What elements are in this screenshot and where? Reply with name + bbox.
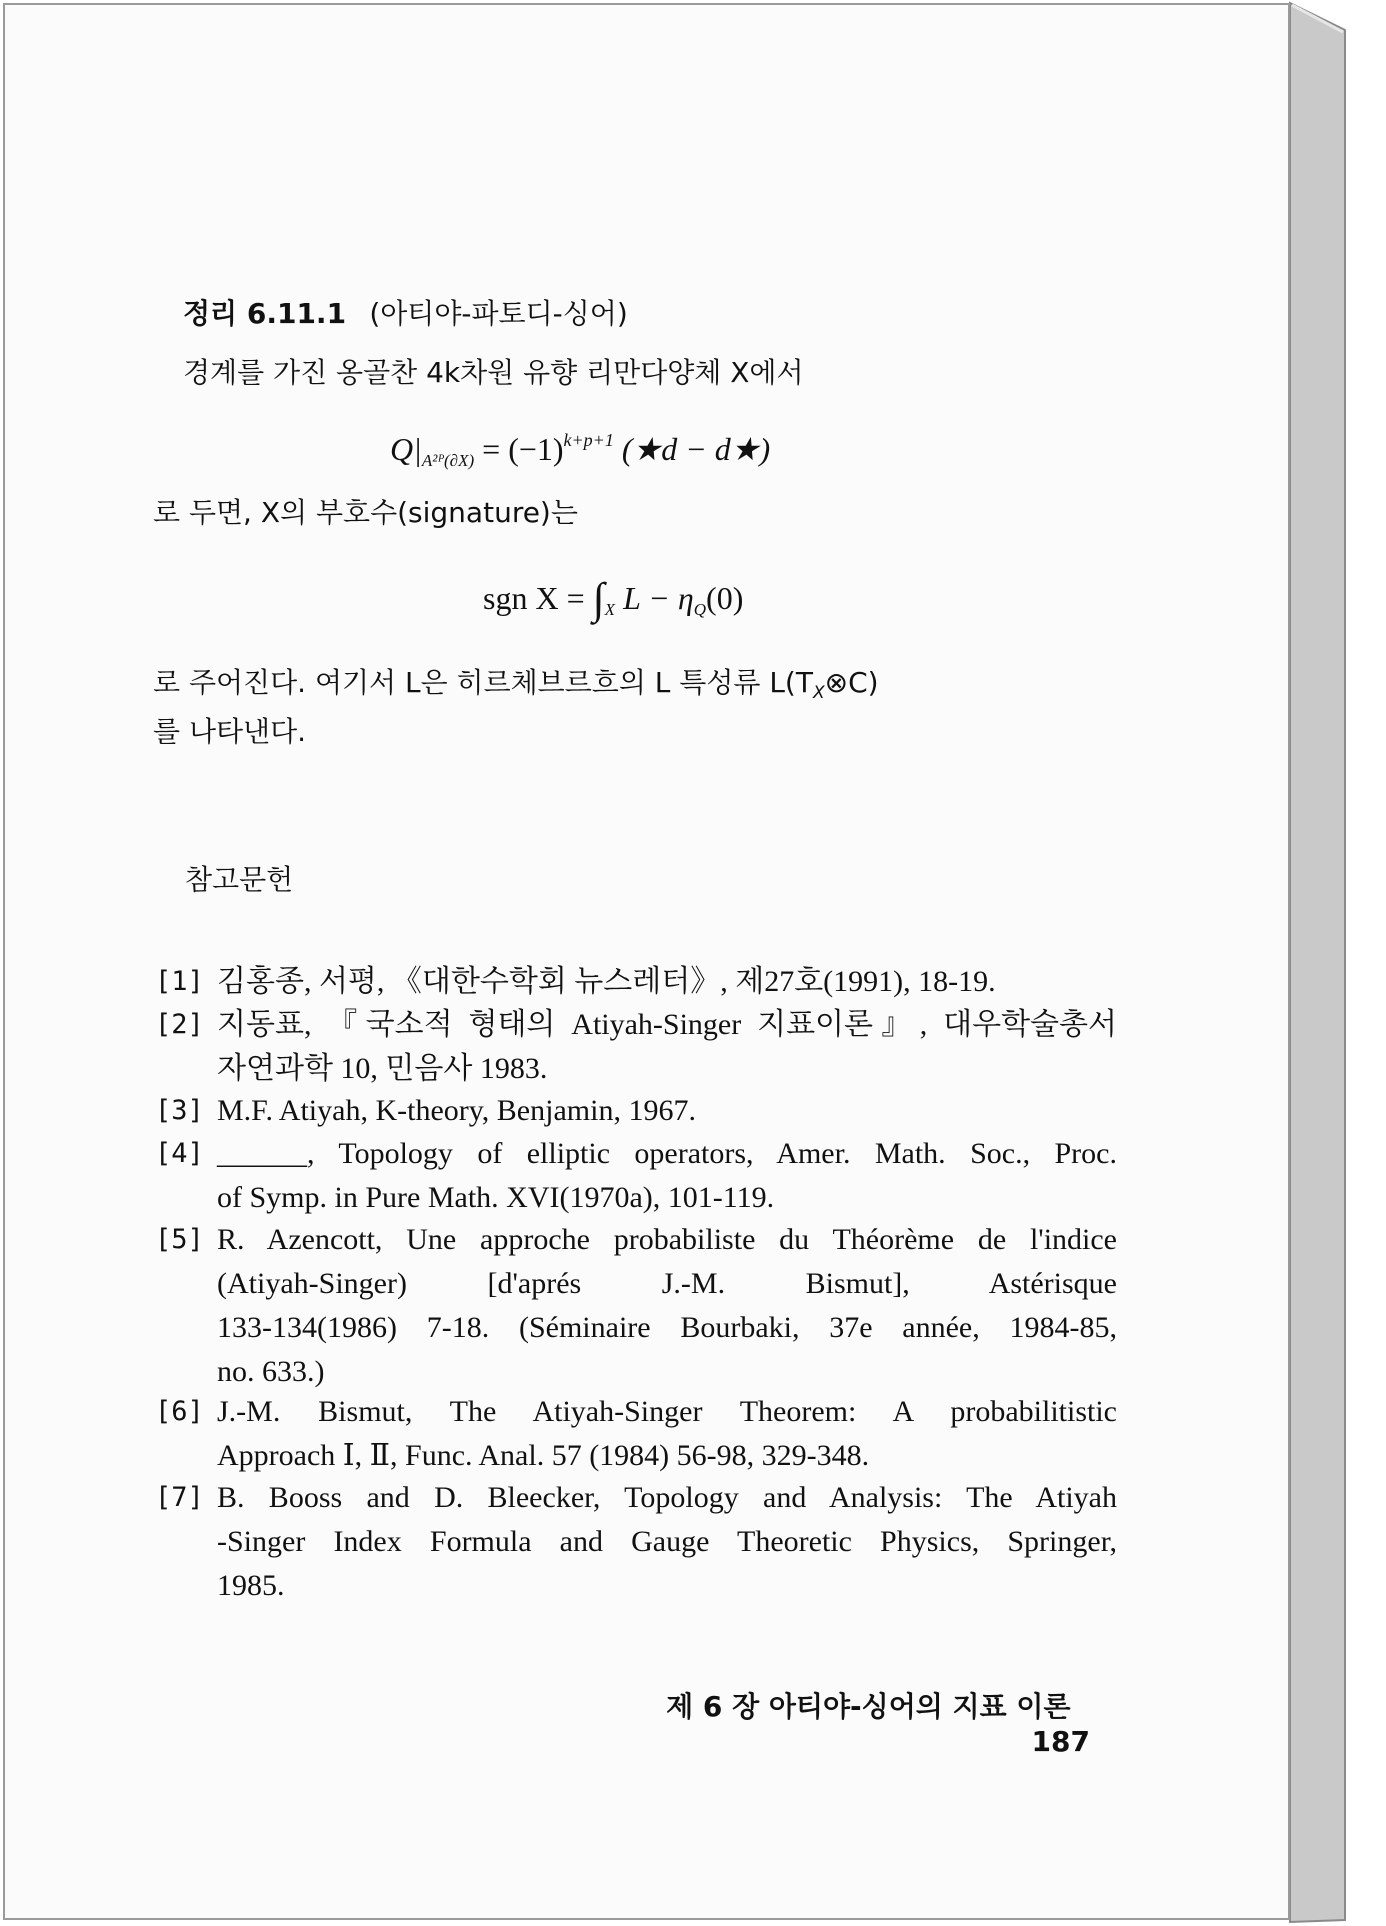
reference-line: of Symp. in Pure Math. XVI(1970a), 101-119. (217, 1181, 775, 1214)
reference-body (217, 960, 1117, 1004)
reference-number: [4] (155, 1138, 204, 1169)
theorem-statement-line1: 경계를 가진 옹골찬 4k차원 유향 리만다양체 X에서 (183, 356, 804, 389)
reference-line: 김홍종, 서평, 《대한수학회 뉴스레터》, 제27호(1991), 18-19. (217, 965, 996, 998)
page-number: 187 (1031, 1725, 1090, 1758)
page-footer (605, 1685, 1090, 1758)
reference-number: [7] (155, 1482, 204, 1513)
theorem-label: 정리 6.11.1 (183, 297, 347, 330)
reference-body (217, 1132, 1117, 1220)
reference-body (217, 1476, 1117, 1608)
reference-line: M.F. Atiyah, K-theory, Benjamin, 1967. (217, 1094, 696, 1127)
reference-line: J.-M. Bismut, The Atiyah-Singer Theorem: A probabilitistic (217, 1395, 1117, 1428)
reference-line: ______, Topology of elliptic operators, Amer. Math. Soc., Proc. (217, 1137, 1117, 1170)
statement-line3-text: 로 주어진다. 여기서 L은 히르체브르흐의 L 특성류 L(T (153, 666, 813, 699)
reference-line: 지동표, 『국소적 형태의 Atiyah-Singer 지표이론』, 대우학술총서 (217, 1008, 1117, 1041)
reference-line: 1985. (217, 1569, 285, 1602)
reference-body (217, 1003, 1117, 1091)
reference-body (217, 1089, 1117, 1133)
formula-sgn-rhs: L − η (623, 580, 694, 616)
formula-q-eq: = (−1) (482, 431, 564, 467)
eta-subscript: Q (693, 600, 707, 619)
reference-body (217, 1218, 1117, 1394)
reference-number: [1] (155, 966, 204, 997)
reference-number: [6] (155, 1396, 204, 1427)
reference-line: no. 633.) (217, 1355, 325, 1388)
reference-number: [3] (155, 1095, 204, 1126)
formula-q-operator (390, 420, 770, 481)
theorem-statement-line4: 를 나타낸다. (153, 715, 307, 748)
integral-subscript: X (604, 600, 616, 619)
formula-sgn-tail: (0) (706, 580, 744, 616)
theorem-header (183, 293, 628, 334)
theorem-statement-line2: 로 두면, X의 부호수(signature)는 (153, 496, 578, 529)
reference-line: (Atiyah-Singer) [d'aprés J.-M. Bismut], Astérisque (217, 1267, 1117, 1300)
reference-line: 133-134(1986) 7-18. (Séminaire Bourbaki, 37e année, 1984-85, (217, 1311, 1117, 1344)
statement-line3-subscript: X (812, 683, 825, 703)
reference-line: B. Booss and D. Bleecker, Topology and Analysis: The Atiyah (217, 1481, 1117, 1514)
theorem-attribution: (아티야-파토디-싱어) (369, 297, 628, 330)
footer-chapter: 제 6 장 아티야-싱어의 지표 이론 (666, 1690, 1071, 1723)
formula-sgn-lhs: sgn X = (483, 580, 585, 616)
book-page (3, 3, 1290, 1920)
reference-line: 자연과학 10, 민음사 1983. (217, 1052, 548, 1085)
reference-number: [5] (155, 1224, 204, 1255)
formula-q-exponent: k+p+1 (563, 430, 614, 450)
theorem-statement-line3 (153, 663, 879, 713)
formula-q-lhs: Q| (390, 431, 422, 467)
formula-signature (483, 575, 743, 630)
statement-line3-end: ⊗C) (824, 666, 879, 699)
reference-body (217, 1390, 1117, 1478)
reference-line: R. Azencott, Une approche probabiliste du Théorème de l'indice (217, 1223, 1117, 1256)
reference-line: Approach Ⅰ, Ⅱ, Func. Anal. 57 (1984) 56-98, 329-348. (217, 1439, 870, 1472)
references-heading: 참고문헌 (185, 863, 294, 896)
reference-number: [2] (155, 1009, 204, 1040)
formula-q-rhs: (★d − d★) (621, 431, 771, 467)
formula-q-subscript: A²ᴾ(∂X) (421, 451, 475, 470)
integral-symbol: ∫ (592, 574, 605, 623)
reference-line: -Singer Index Formula and Gauge Theoretic Physics, Springer, (217, 1525, 1117, 1558)
